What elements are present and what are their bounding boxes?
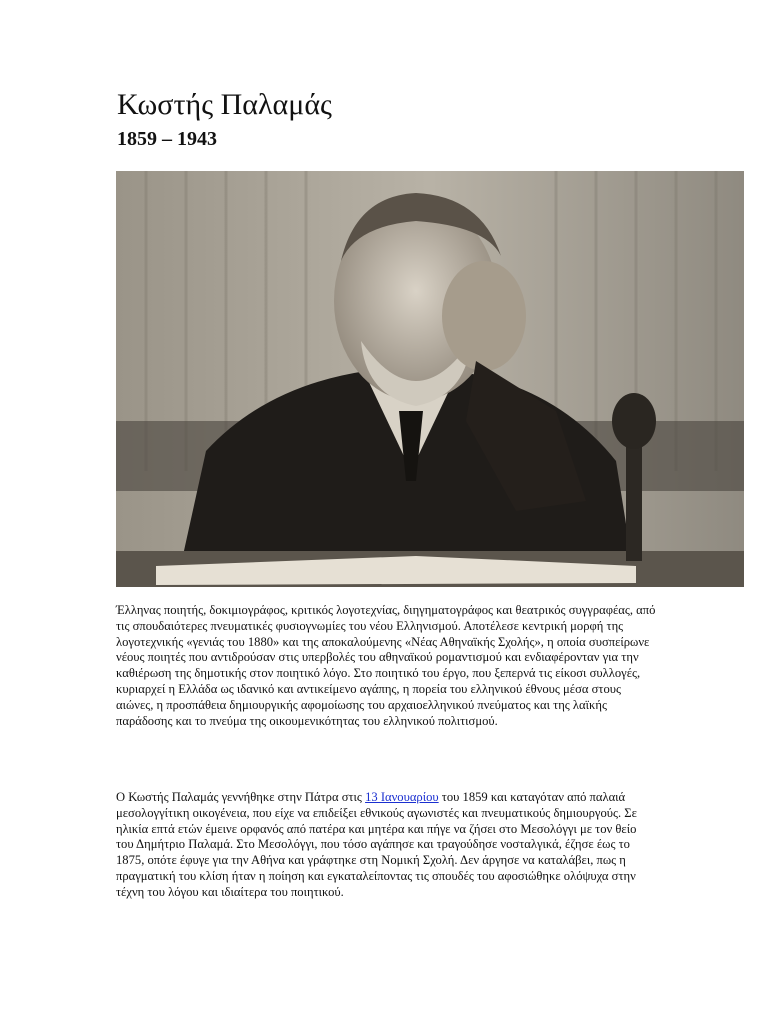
paragraph-biography-intro: Έλληνας ποιητής, δοκιμιογράφος, κριτικός λογοτεχνίας, διηγηματογράφος και θεατρικός συγγραφέας, από τις σπουδαιότερες πνευματικές φυσιογνωμίες του νέου Ελληνισμού. Αποτέλεσε κεντρική μορφή της λογοτεχνικής «γενιάς του 1880» και της αποκαλούμενης «Νέας Αθηναϊκής Σχολής», η οποία συσπείρωνε νέους ποιητές που αντιδρούσαν στις υπερβολές του αθηναϊκού ρομαντισμού και ενδιαφέρονταν για την καθιέρωση της δημοτικής στον ποιητικό λόγο. Στο ποιητικό του έργο, που ξεπερνά τις είκοσι συλλογές, κυριαρχεί η Ελλάδα ως ιδανικό και αντικείμενο αγάπης, η πορεία του ελληνικού έθνους μέσα στους αιώνες, η προσπάθεια δημιουργικής αφομοίωσης του αρχαιοελληνικού πνεύματος και της λαϊκής παράδοσης και το πνεύμα της οικουμενικότητας του ελληνικού πολιτισμού. (116, 603, 656, 728)
portrait-image (116, 171, 744, 587)
page-title: Κωστής Παλαμάς (117, 88, 332, 121)
life-years: 1859 – 1943 (117, 128, 217, 150)
paragraph-early-life (116, 790, 656, 901)
portrait-photo (116, 171, 744, 587)
paragraph-text-before-link: Ο Κωστής Παλαμάς γεννήθηκε στην Πάτρα στις (116, 790, 366, 804)
paragraph-text-after-link: του 1859 και καταγόταν από παλαιά μεσολογγίτικη οικογένεια, που είχε να επιδείξει εθνικούς αγωνιστές και πνευματικούς δημιουργούς. Σε ηλικία επτά ετών έμεινε ορφανός από πατέρα και μητέρα και πήγε να ζήσει στο Μεσολόγγι με τον θείο του Δημήτριο Παλαμά. Στο Μεσολόγγι, που τόσο αγάπησε και τραγούδησε νοσταλγικά, έζησε έως το 1875, οπότε έφυγε για την Αθήνα και γράφτηκε στη Νομική Σχολή. Δεν άργησε να καταλάβει, πως η πραγματική του κλίση ήταν η ποίηση και εγκαταλείποντας τις σπουδές του αφοσιώθηκε ολόψυχα στην τέχνη του λόγου και ιδιαίτερα του ποιητικού. (116, 790, 637, 899)
date-link[interactable]: 13 Ιανουαρίου (365, 790, 439, 804)
